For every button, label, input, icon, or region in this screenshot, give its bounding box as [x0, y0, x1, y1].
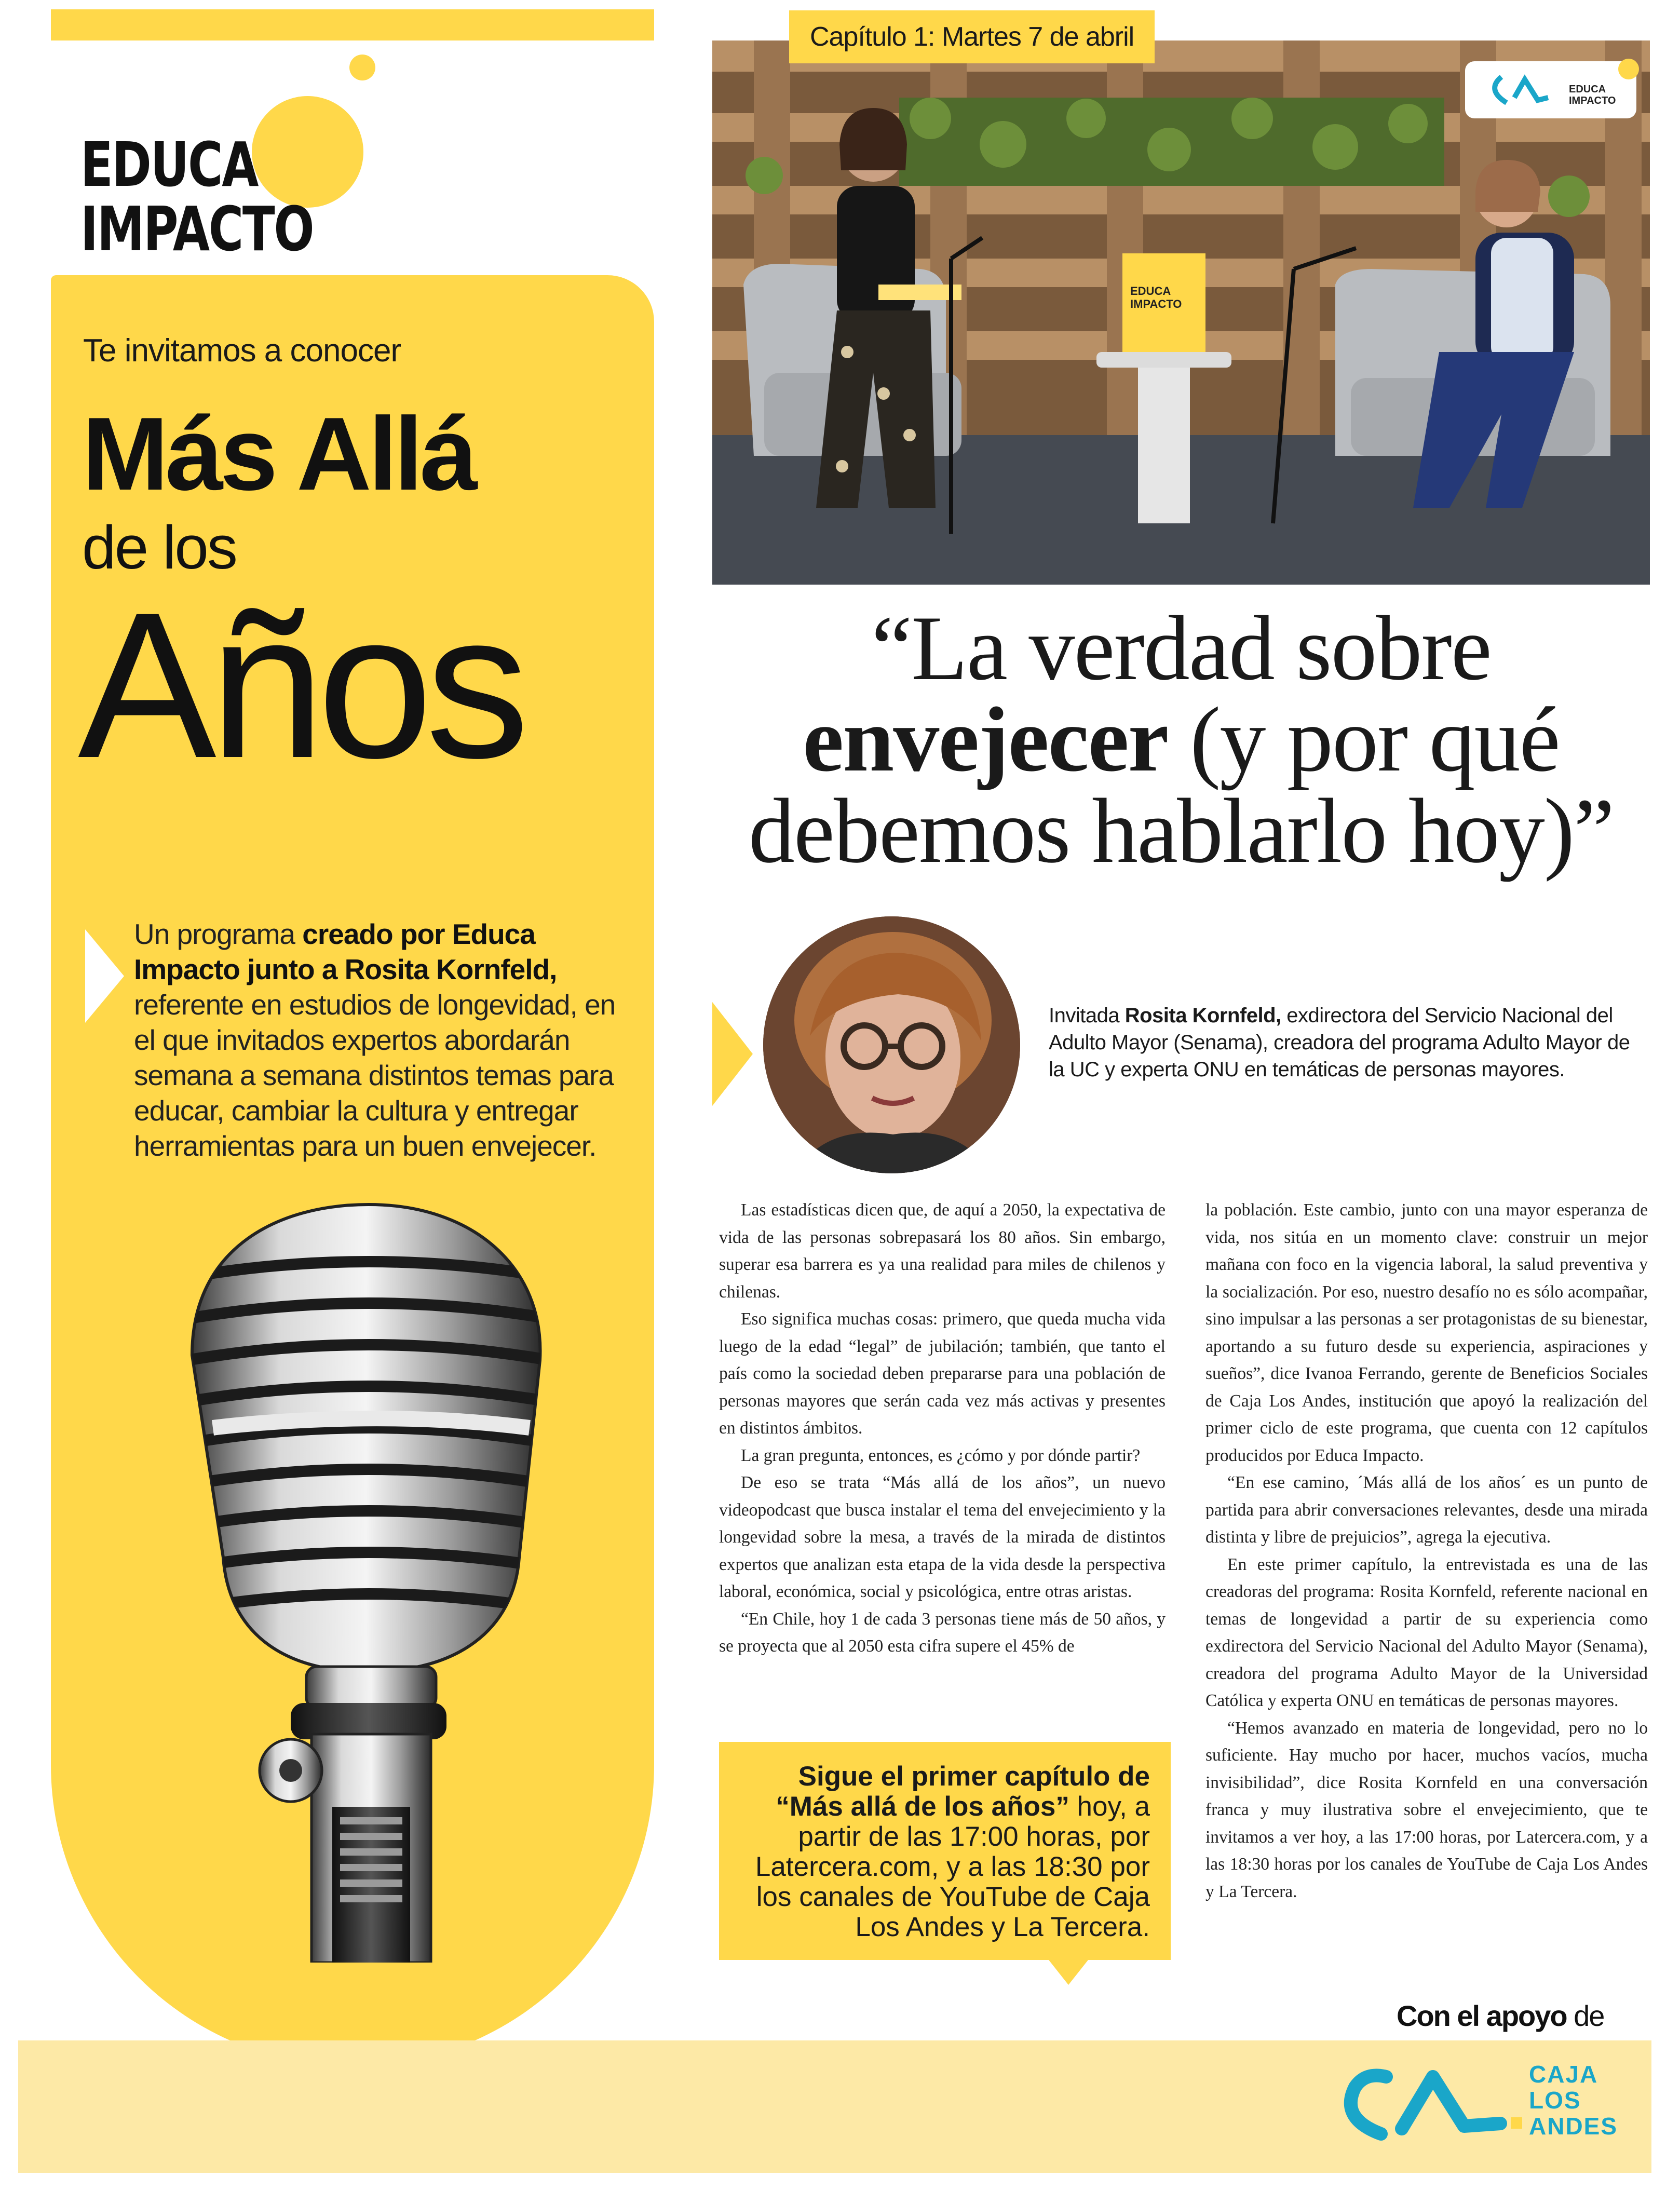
- callout-box: [719, 1742, 1171, 1960]
- support-rest: de: [1566, 1999, 1604, 2032]
- logo-dot-small: [349, 55, 375, 80]
- paragraph: Eso significa muchas cosas: primero, que queda mucha vida luego de la edad “legal” de jubilación; también, que tanto el país como la sociedad deben prepararse para una población de personas mayores que serán cada vez más activas y presentes en distintos ámbitos.: [719, 1309, 1166, 1438]
- support-label: [1397, 1999, 1604, 2033]
- intro-arrow-icon: [85, 929, 124, 1023]
- intro-bold: creado por Educa Impacto junto a Rosita Kornfeld,: [134, 918, 557, 985]
- guest-portrait: [763, 916, 1020, 1173]
- sponsor-line-2: LOS: [1529, 2087, 1581, 2114]
- paragraph: En este primer capítulo, la entrevistada es una de las creadoras del programa: Rosita Kornfeld, referente nacional en temas de longevidad a partir de su experiencia como exdirectora del Servicio Nacional del Adulto Mayor (Senama), creadora del programa Adulto Mayor de la Universidad Católica y experta ONU en temáticas de personas mayores.: [1205, 1554, 1648, 1710]
- caja-los-andes-logo-icon: [1334, 2056, 1526, 2149]
- paragraph: Las estadísticas dicen que, de aquí a 2050, la expectativa de vida de las personas sobrepasará los 80 años. Sin embargo, superar esa barrera es ya una realidad para miles de chilenos y chilenas.: [719, 1200, 1166, 1302]
- guest-name: Rosita Kornfeld,: [1124, 1004, 1281, 1027]
- paragraph: De eso se trata “Más allá de los años”, un nuevo videopodcast que busca instalar el tema del envejecimiento y la longevidad sobre la mesa, a través de la mirada de distintos expertos que analizan esta etapa de la vida desde la perspectiva laboral, económica, social y psicológica, entre otras aristas.: [719, 1473, 1166, 1601]
- caja-los-andes-wordmark: [1529, 2061, 1618, 2139]
- chapter-tab: Capítulo 1: Martes 7 de abril: [789, 10, 1155, 63]
- program-title-line-3: Años: [78, 569, 522, 801]
- guest-arrow-icon: [712, 1002, 753, 1106]
- intro-paragraph: [134, 916, 632, 1164]
- studio-photo: [712, 40, 1650, 585]
- svg-text:IMPACTO: IMPACTO: [1569, 95, 1616, 106]
- program-title-line-2: de los: [82, 513, 236, 582]
- paragraph: “En ese camino, ´Más allá de los años´ es un punto de partida para abrir conversaciones relevantes, desde una mirada distinta y libre de prejuicios”, agrega la ejecutiva.: [1205, 1473, 1648, 1547]
- svg-text:EDUCA: EDUCA: [1569, 84, 1606, 95]
- educa-impacto-logo: [80, 129, 314, 265]
- callout-tail: [1049, 1960, 1088, 1985]
- callout-text: hoy, a partir de las 17:00 horas, por Latercera.com, y a las 18:30 por los canales de YouTube de Caja Los Andes y La Tercera.: [755, 1791, 1150, 1942]
- headline-line-2: [712, 688, 1650, 791]
- guest-prefix: Invitada: [1049, 1004, 1125, 1027]
- headline-bold: envejecer: [803, 688, 1168, 791]
- support-bold: Con el apoyo: [1397, 1999, 1567, 2032]
- paragraph: la población. Este cambio, junto con una mayor esperanza de vida, nos sitúa en un momento clave: construir un mejor mañana con foco en la vigencia laboral, la salud preventiva y la socialización. Por eso, nuestro desafío no es sólo acompañar, sino impulsar a las personas a ser protagonistas de su bienestar, aportando a su futuro desde su experiencia, aspiraciones y sueños”, dice Ivanoa Ferrando, gerente de Beneficios Sociales de Caja Los Andes, institución que apoyó la realización del primer ciclo de este programa, que cuenta con 12 capítulos producidos por Educa Impacto.: [1205, 1200, 1648, 1465]
- paragraph: La gran pregunta, entonces, es ¿cómo y por dónde partir?: [741, 1445, 1141, 1465]
- intro-post: referente en estudios de longevidad, en el que invitados expertos abordarán semana a semana distintos temas para educar, cambiar la cultura y entregar herramientas para un buen envejecer.: [134, 989, 616, 1162]
- microphone-image: [135, 1184, 581, 1963]
- headline-rest: (y por qué: [1168, 688, 1560, 791]
- svg-text:EDUCA: EDUCA: [1130, 285, 1171, 297]
- headline: [712, 597, 1650, 882]
- invite-text: Te invitamos a conocer: [83, 333, 401, 369]
- paragraph: “Hemos avanzado en materia de longevidad, pero no lo suficiente. Hay mucho por hacer, muchos vacíos, mucha invisibilidad”, dice Rosita Kornfeld en una conversación franca y muy ilustrativa sobre el envejecimiento, que te invitamos a ver hoy, a las 17:00 horas, por Latercera.com, y a las 18:30 horas por los canales de YouTube de Caja Los Andes y La Tercera.: [1205, 1718, 1648, 1901]
- paragraph: “En Chile, hoy 1 de cada 3 personas tiene más de 50 años, y se proyecta que al 2050 esta cifra supere el 45% de: [719, 1609, 1166, 1656]
- sponsor-line-1: CAJA: [1529, 2061, 1598, 2088]
- logo-line-1: EDUCA: [80, 129, 258, 200]
- sponsor-line-3: ANDES: [1529, 2113, 1618, 2140]
- guest-description: exdirectora del Servicio Nacional del Adulto Mayor (Senama), creadora del programa Adulto Mayor de la UC y experta ONU en temáticas de personas mayores.: [1049, 1004, 1630, 1081]
- top-yellow-rule: [51, 9, 654, 40]
- article-column-2: [1205, 1197, 1648, 1905]
- intro-pre: Un programa: [134, 918, 303, 950]
- guest-caption: [1049, 1002, 1641, 1083]
- program-title-line-1: Más Allá: [82, 396, 475, 512]
- article-column-1: [719, 1197, 1166, 1660]
- logo-line-2: IMPACTO: [80, 193, 314, 265]
- headline-line-3: debemos hablarlo hoy)”: [748, 779, 1614, 882]
- headline-line-1: “La verdad sobre: [871, 597, 1491, 699]
- svg-text:IMPACTO: IMPACTO: [1130, 297, 1182, 310]
- callout-bold: Sigue el primer capítulo de “Más allá de los años”: [776, 1761, 1150, 1822]
